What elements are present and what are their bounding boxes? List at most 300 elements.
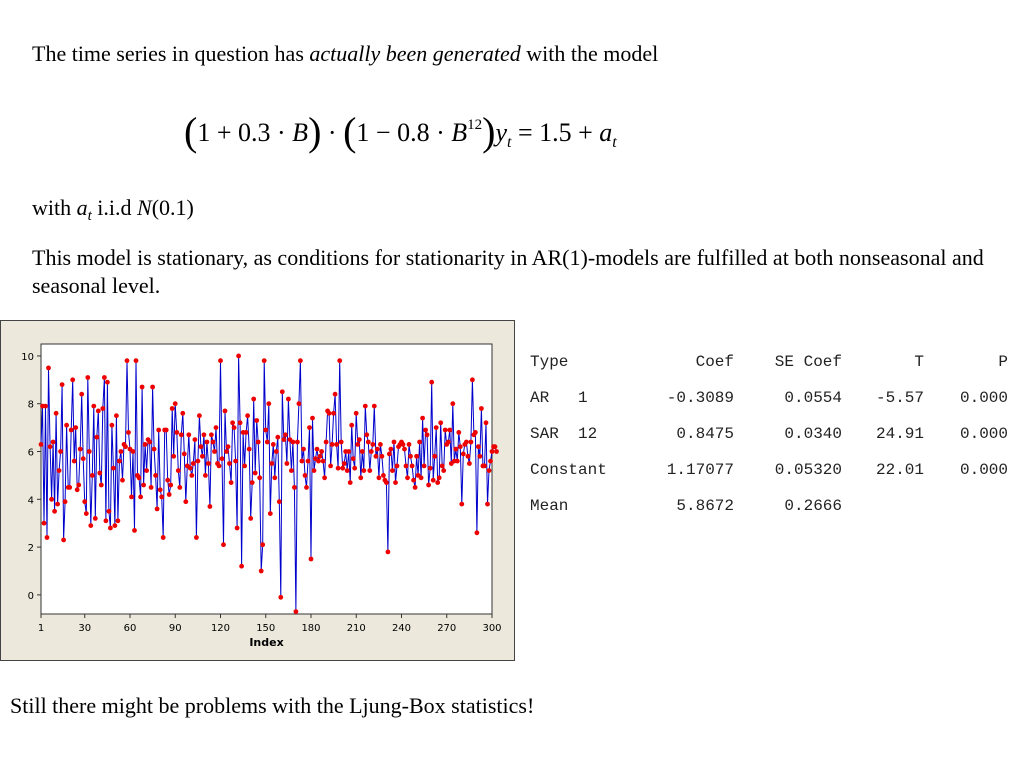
data-point [358,475,363,480]
x-tick-label: 30 [78,623,92,634]
data-point [256,440,261,445]
data-point [105,380,110,385]
data-point [131,449,136,454]
data-point [324,440,329,445]
data-point [289,468,294,473]
data-point [82,499,87,504]
data-point [217,464,222,469]
x-tick-label: 90 [168,623,182,634]
data-point [304,485,309,490]
data-point [232,425,237,430]
data-point [438,420,443,425]
data-point [336,466,341,471]
data-point [352,466,357,471]
data-point [171,454,176,459]
table-row: Constant 1.17077 0.05320 22.01 0.000 [530,461,1008,479]
data-point [361,468,366,473]
data-point [176,468,181,473]
data-point [411,478,416,483]
data-point [404,464,409,469]
data-point [46,366,51,371]
data-point [440,464,445,469]
data-point [420,416,425,421]
data-point [381,473,386,478]
data-point [199,444,204,449]
data-point [39,442,44,447]
data-point [43,404,48,409]
data-point [447,428,452,433]
data-point [322,475,327,480]
data-point [281,437,286,442]
data-point [479,406,484,411]
intro-text [32,40,658,68]
data-point [312,468,317,473]
data-point [360,449,365,454]
data-point [208,504,213,509]
data-point [484,420,489,425]
data-point [140,385,145,390]
season-power: 12 [467,117,483,133]
data-point [183,499,188,504]
data-point [366,440,371,445]
data-point [437,475,442,480]
data-point [425,432,430,437]
data-point [202,432,207,437]
data-point [196,459,201,464]
data-point [153,473,158,478]
data-point [113,523,118,528]
data-point [309,557,314,562]
data-point [70,377,75,382]
data-point [247,447,252,452]
stationarity-text: This model is stationary, as conditions for stationarity in AR(1)-models are fulfilled at both nonseasonal and seasonal level. [32,245,984,298]
data-point [42,521,47,526]
data-point [286,397,291,402]
data-point [138,495,143,500]
data-point [432,454,437,459]
data-point [58,449,63,454]
data-point [390,468,395,473]
data-point [129,495,134,500]
data-point [164,428,169,433]
data-point [257,475,262,480]
data-point [268,511,273,516]
data-point [107,509,112,514]
data-point [473,430,478,435]
data-point [226,444,231,449]
data-point [408,454,413,459]
data-point [220,456,225,461]
data-point [414,454,419,459]
y-tick-label: 10 [21,351,34,363]
data-point [319,449,324,454]
chart-svg [1,321,516,662]
y-tick-label: 8 [27,399,34,411]
data-point [351,456,356,461]
data-point [186,432,191,437]
data-point [377,475,382,480]
data-point [57,468,62,473]
x-tick-label: 180 [301,623,321,634]
y-tick-label: 6 [27,447,34,459]
data-point [180,411,185,416]
data-point [374,454,379,459]
data-point [144,468,149,473]
data-point [395,464,400,469]
x-tick-label: 60 [123,623,137,634]
data-point [434,425,439,430]
data-point [435,480,440,485]
data-point [441,468,446,473]
data-point [111,466,116,471]
data-point [410,464,415,469]
data-point [149,485,154,490]
data-point [470,377,475,382]
data-point [78,447,83,452]
data-point [104,518,109,523]
data-point [262,358,267,363]
header-type: Type [530,353,569,371]
data-point [453,447,458,452]
data-point [367,468,372,473]
data-point [55,502,60,507]
data-point [137,475,142,480]
data-point [254,418,259,423]
data-point [389,447,394,452]
data-point [386,550,391,555]
data-point [45,535,50,540]
data-point [265,440,270,445]
data-point [428,466,433,471]
x-tick-label: 300 [482,623,502,634]
data-point [310,416,315,421]
data-point [102,375,107,380]
data-point [426,483,431,488]
data-point [200,454,205,459]
data-point [218,358,223,363]
data-point [76,483,81,488]
data-point [147,440,152,445]
data-point [297,401,302,406]
noise-description: with $a_t$ i.i.d N(0.1) [32,195,194,224]
data-point [100,406,105,411]
data-point [119,449,124,454]
data-point [96,409,101,414]
x-tick-label: 1 [37,623,45,634]
y-tick-label: 2 [27,543,34,555]
data-point [419,475,424,480]
data-point [488,459,493,464]
data-point [141,483,146,488]
data-point [274,449,279,454]
header-se-coef: SE Coef [774,353,842,371]
data-point [277,499,282,504]
data-point [167,492,172,497]
intro-before: The time series in question has [32,41,310,66]
data-point [292,485,297,490]
x-tick-label: 120 [210,623,231,634]
data-point [260,542,265,547]
data-point [263,428,268,433]
data-point [116,518,121,523]
data-point [221,542,226,547]
data-point [238,420,243,425]
data-point [494,449,499,454]
data-point [158,487,163,492]
data-point [229,480,234,485]
x-tick-label: 270 [437,623,457,634]
data-point [97,471,102,476]
data-point [69,428,74,433]
data-point [372,404,377,409]
data-point [443,428,448,433]
data-point [431,478,436,483]
data-point [85,375,90,380]
y-tick-label: 4 [27,495,34,507]
header-coef: Coef [695,353,734,371]
model-equation: $(1 + 0.3 \cdot B) \cdot (1 - 0.8 \cdot B^{12})y_t = 1.5 + a_t$ [184,109,617,154]
data-point [125,358,130,363]
data-point [132,528,137,533]
data-point [203,473,208,478]
data-point [123,444,128,449]
data-point [345,468,350,473]
data-point [170,406,175,411]
data-point [81,456,86,461]
data-point [272,475,277,480]
data-point [357,437,362,442]
intro-after: with the model [520,41,659,66]
data-point [339,440,344,445]
data-point [469,440,474,445]
x-axis-label: Index [249,636,284,649]
data-point [182,452,187,457]
data-point [407,442,412,447]
data-point [90,473,95,478]
data-point [224,449,229,454]
data-point [165,478,170,483]
data-point [355,442,360,447]
data-point [346,449,351,454]
data-point [193,437,198,442]
data-point [303,473,308,478]
data-point [79,392,84,397]
data-point [307,425,312,430]
y-tick-label: 0 [27,590,34,602]
data-point [94,435,99,440]
constant-term: 1.5 [539,118,572,147]
data-point [327,411,332,416]
data-point [392,440,397,445]
data-point [84,511,89,516]
data-point [300,459,305,464]
data-point [236,354,241,359]
data-point [349,423,354,428]
data-point [455,459,460,464]
data-point [306,459,311,464]
data-point [271,442,276,447]
data-point [456,430,461,435]
data-point [214,425,219,430]
data-point [384,480,389,485]
data-point [315,447,320,452]
x-tick-label: 240 [391,623,412,634]
data-point [334,442,339,447]
table-row: Mean 5.8672 0.2666 [530,497,842,515]
data-point [168,483,173,488]
data-point [114,413,119,418]
data-point [93,516,98,521]
data-point [423,428,428,433]
data-point [337,358,342,363]
data-point [191,461,196,466]
data-point [328,464,333,469]
data-point [87,449,92,454]
data-point [150,385,155,390]
ar-coefficient: 0.3 [238,118,271,147]
data-point [316,459,321,464]
data-point [298,358,303,363]
data-point [459,502,464,507]
data-point [266,401,271,406]
data-point [143,442,148,447]
sar-coefficient: 0.8 [397,118,430,147]
data-point [108,526,113,531]
data-point [67,485,72,490]
data-point [493,444,498,449]
data-point [159,495,164,500]
data-point [206,461,211,466]
data-point [295,440,300,445]
data-point [318,454,323,459]
data-point [64,423,69,428]
data-point [152,447,157,452]
table-row: SAR 12 0.8475 0.0340 24.91 0.000 [530,425,1008,443]
data-point [291,440,296,445]
data-point [450,401,455,406]
data-point [461,452,466,457]
data-point [370,442,375,447]
data-point [363,404,368,409]
data-point [205,440,210,445]
data-point [223,409,228,414]
data-point [446,440,451,445]
data-point [466,454,471,459]
data-point [405,475,410,480]
data-point [99,483,104,488]
data-point [244,430,249,435]
data-point [330,442,335,447]
data-point [413,485,418,490]
header-p: P [998,353,1008,371]
data-point [467,461,472,466]
data-point [250,480,255,485]
data-point [209,432,214,437]
data-point [285,461,290,466]
data-point [197,413,202,418]
data-point [294,609,299,614]
data-point [275,435,280,440]
table-header-row [530,344,1008,380]
data-point [49,497,54,502]
data-point [48,444,53,449]
data-point [179,432,184,437]
data-point [364,432,369,437]
data-point [242,464,247,469]
data-point [120,478,125,483]
data-point [88,523,93,528]
data-point [51,440,56,445]
data-point [476,444,481,449]
data-point [72,459,77,464]
data-point [54,411,59,416]
time-series-chart [0,320,515,661]
data-point [194,535,199,540]
data-point [60,382,65,387]
data-point [475,530,480,535]
data-point [422,464,427,469]
coefficient-table [530,344,1008,524]
data-point [245,413,250,418]
data-point [52,509,57,514]
data-point [110,423,115,428]
data-point [348,480,353,485]
data-point [161,535,166,540]
data-point [73,425,78,430]
data-point [485,502,490,507]
data-point [259,569,264,574]
data-point [212,449,217,454]
data-point [354,411,359,416]
data-point [331,411,336,416]
data-point [63,499,68,504]
data-point [464,440,469,445]
x-tick-label: 210 [346,623,366,634]
data-point [301,447,306,452]
data-point [126,430,131,435]
data-point [233,459,238,464]
data-point [342,461,347,466]
data-point [117,459,122,464]
data-point [155,507,160,512]
data-point [156,428,161,433]
data-point [227,461,232,466]
data-point [340,466,345,471]
data-point [375,447,380,452]
header-t: T [914,353,924,371]
data-point [174,430,179,435]
data-point [251,397,256,402]
data-point [378,442,383,447]
data-point [490,449,495,454]
data-point [478,454,483,459]
data-point [75,487,80,492]
data-point [402,447,407,452]
intro-emphasis: actually been generated [309,41,521,66]
data-point [482,464,487,469]
data-point [177,485,182,490]
data-point [369,449,374,454]
data-point [429,380,434,385]
data-point [248,516,253,521]
data-point [280,389,285,394]
data-point [134,358,139,363]
data-point [235,526,240,531]
data-point [188,466,193,471]
data-point [278,595,283,600]
data-point [253,471,258,476]
data-point [487,468,492,473]
